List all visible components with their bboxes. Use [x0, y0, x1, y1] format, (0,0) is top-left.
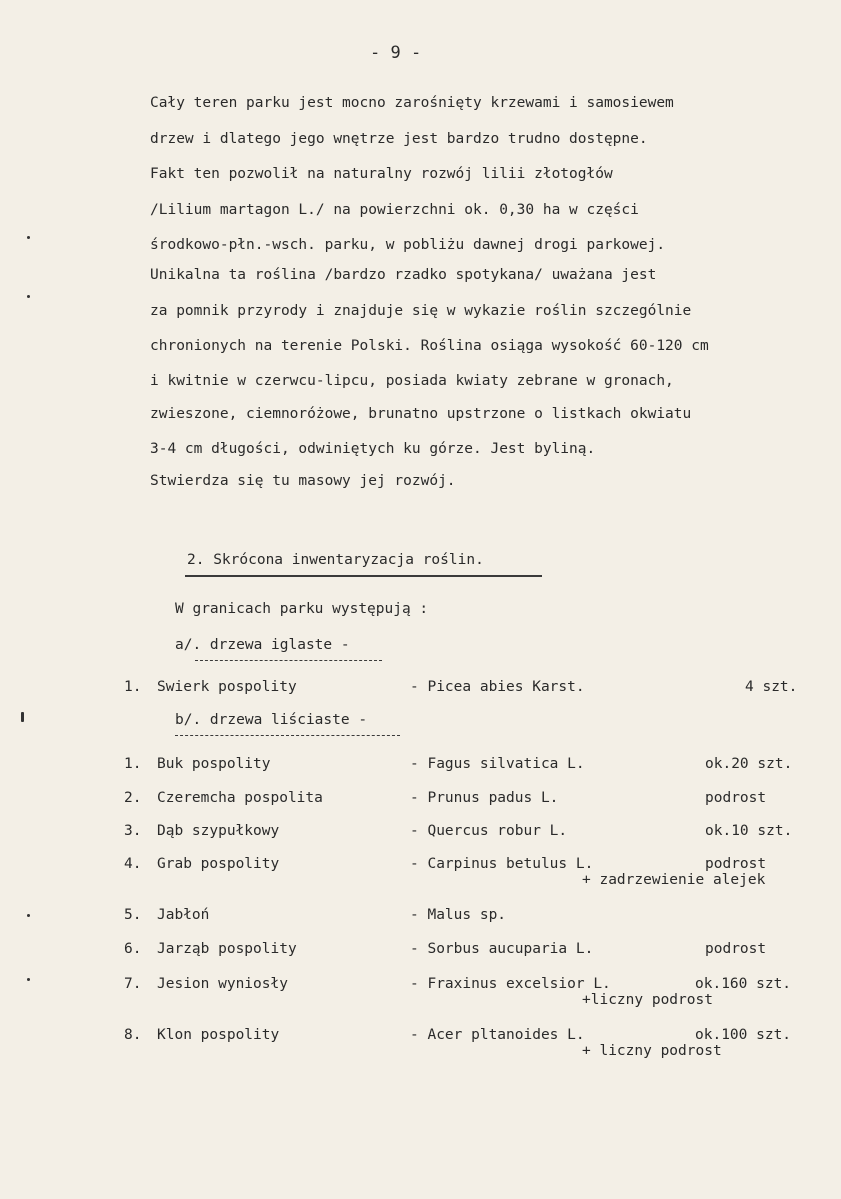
margin-mark	[27, 914, 30, 917]
latin-name: - Sorbus aucuparia L.	[410, 941, 594, 957]
margin-mark	[27, 295, 30, 298]
margin-mark	[21, 712, 24, 722]
quantity: podrost	[705, 790, 767, 806]
common-name: Grab pospolity	[157, 856, 280, 872]
paragraph-line: środkowo-płn.-wsch. parku, w pobliżu dawnej drogi parkowej.	[150, 237, 666, 253]
paragraph-line: chronionych na terenie Polski. Roślina osiąga wysokość 60-120 cm	[150, 338, 709, 354]
margin-mark	[27, 978, 30, 981]
row-number: 3.	[124, 823, 142, 839]
quantity: ok.10 szt.	[705, 823, 793, 839]
section-heading: 2. Skrócona inwentaryzacja roślin.	[187, 552, 484, 568]
row-number: 5.	[124, 907, 142, 923]
common-name: Buk pospolity	[157, 756, 271, 772]
paragraph-line: Stwierdza się tu masowy jej rozwój.	[150, 473, 456, 489]
paragraph-line: za pomnik przyrody i znajduje się w wykazie roślin szczególnie	[150, 303, 692, 319]
paragraph-line: /Lilium martagon L./ na powierzchni ok. 0,30 ha w części	[150, 202, 639, 218]
row-note: + liczny podrost	[582, 1043, 722, 1059]
quantity: ok.160 szt.	[695, 976, 792, 992]
paragraph-line: drzew i dlatego jego wnętrze jest bardzo trudno dostępne.	[150, 131, 648, 147]
latin-name: - Acer pltanoides L.	[410, 1027, 585, 1043]
row-number: 8.	[124, 1027, 142, 1043]
quantity: ok.100 szt.	[695, 1027, 792, 1043]
page-number: - 9 -	[370, 43, 422, 63]
paragraph-line: 3-4 cm długości, odwiniętych ku górze. Jest byliną.	[150, 441, 596, 457]
paragraph-line: zwieszone, ciemnoróżowe, brunatno upstrzone o listkach okwiatu	[150, 406, 692, 422]
paragraph-line: Unikalna ta roślina /bardzo rzadko spotykana/ uważana jest	[150, 267, 657, 283]
row-number: 2.	[124, 790, 142, 806]
quantity: podrost	[705, 941, 767, 957]
latin-name: - Carpinus betulus L.	[410, 856, 594, 872]
row-note: +liczny podrost	[582, 992, 713, 1008]
row-note: + zadrzewienie alejek	[582, 872, 766, 888]
latin-name: - Picea abies Karst.	[410, 679, 585, 695]
latin-name: - Quercus robur L.	[410, 823, 568, 839]
row-number: 1.	[124, 756, 142, 772]
latin-name: - Fraxinus excelsior L.	[410, 976, 611, 992]
paragraph-line: Cały teren parku jest mocno zarośnięty krzewami i samosiewem	[150, 95, 674, 111]
row-number: 7.	[124, 976, 142, 992]
common-name: Jabłoń	[157, 907, 210, 923]
quantity: ok.20 szt.	[705, 756, 793, 772]
intro-line: W granicach parku występują :	[175, 601, 429, 617]
deciduous-heading-underline	[175, 735, 400, 736]
row-number: 1.	[124, 679, 142, 695]
margin-mark	[27, 236, 30, 239]
latin-name: - Malus sp.	[410, 907, 507, 923]
row-number: 4.	[124, 856, 142, 872]
quantity: podrost	[705, 856, 767, 872]
conifers-heading: a/. drzewa iglaste -	[175, 637, 350, 653]
latin-name: - Prunus padus L.	[410, 790, 559, 806]
row-number: 6.	[124, 941, 142, 957]
paragraph-line: Fakt ten pozwolił na naturalny rozwój lilii złotogłów	[150, 166, 613, 182]
latin-name: - Fagus silvatica L.	[410, 756, 585, 772]
common-name: Swierk pospolity	[157, 679, 297, 695]
paragraph-line: i kwitnie w czerwcu-lipcu, posiada kwiaty zebrane w gronach,	[150, 373, 674, 389]
common-name: Dąb szypułkowy	[157, 823, 280, 839]
section-heading-underline	[185, 575, 542, 577]
common-name: Klon pospolity	[157, 1027, 280, 1043]
common-name: Jarząb pospolity	[157, 941, 297, 957]
quantity: 4 szt.	[745, 679, 798, 695]
deciduous-heading: b/. drzewa liściaste -	[175, 712, 368, 728]
common-name: Czeremcha pospolita	[157, 790, 323, 806]
common-name: Jesion wyniosły	[157, 976, 288, 992]
conifers-heading-underline	[195, 660, 382, 661]
